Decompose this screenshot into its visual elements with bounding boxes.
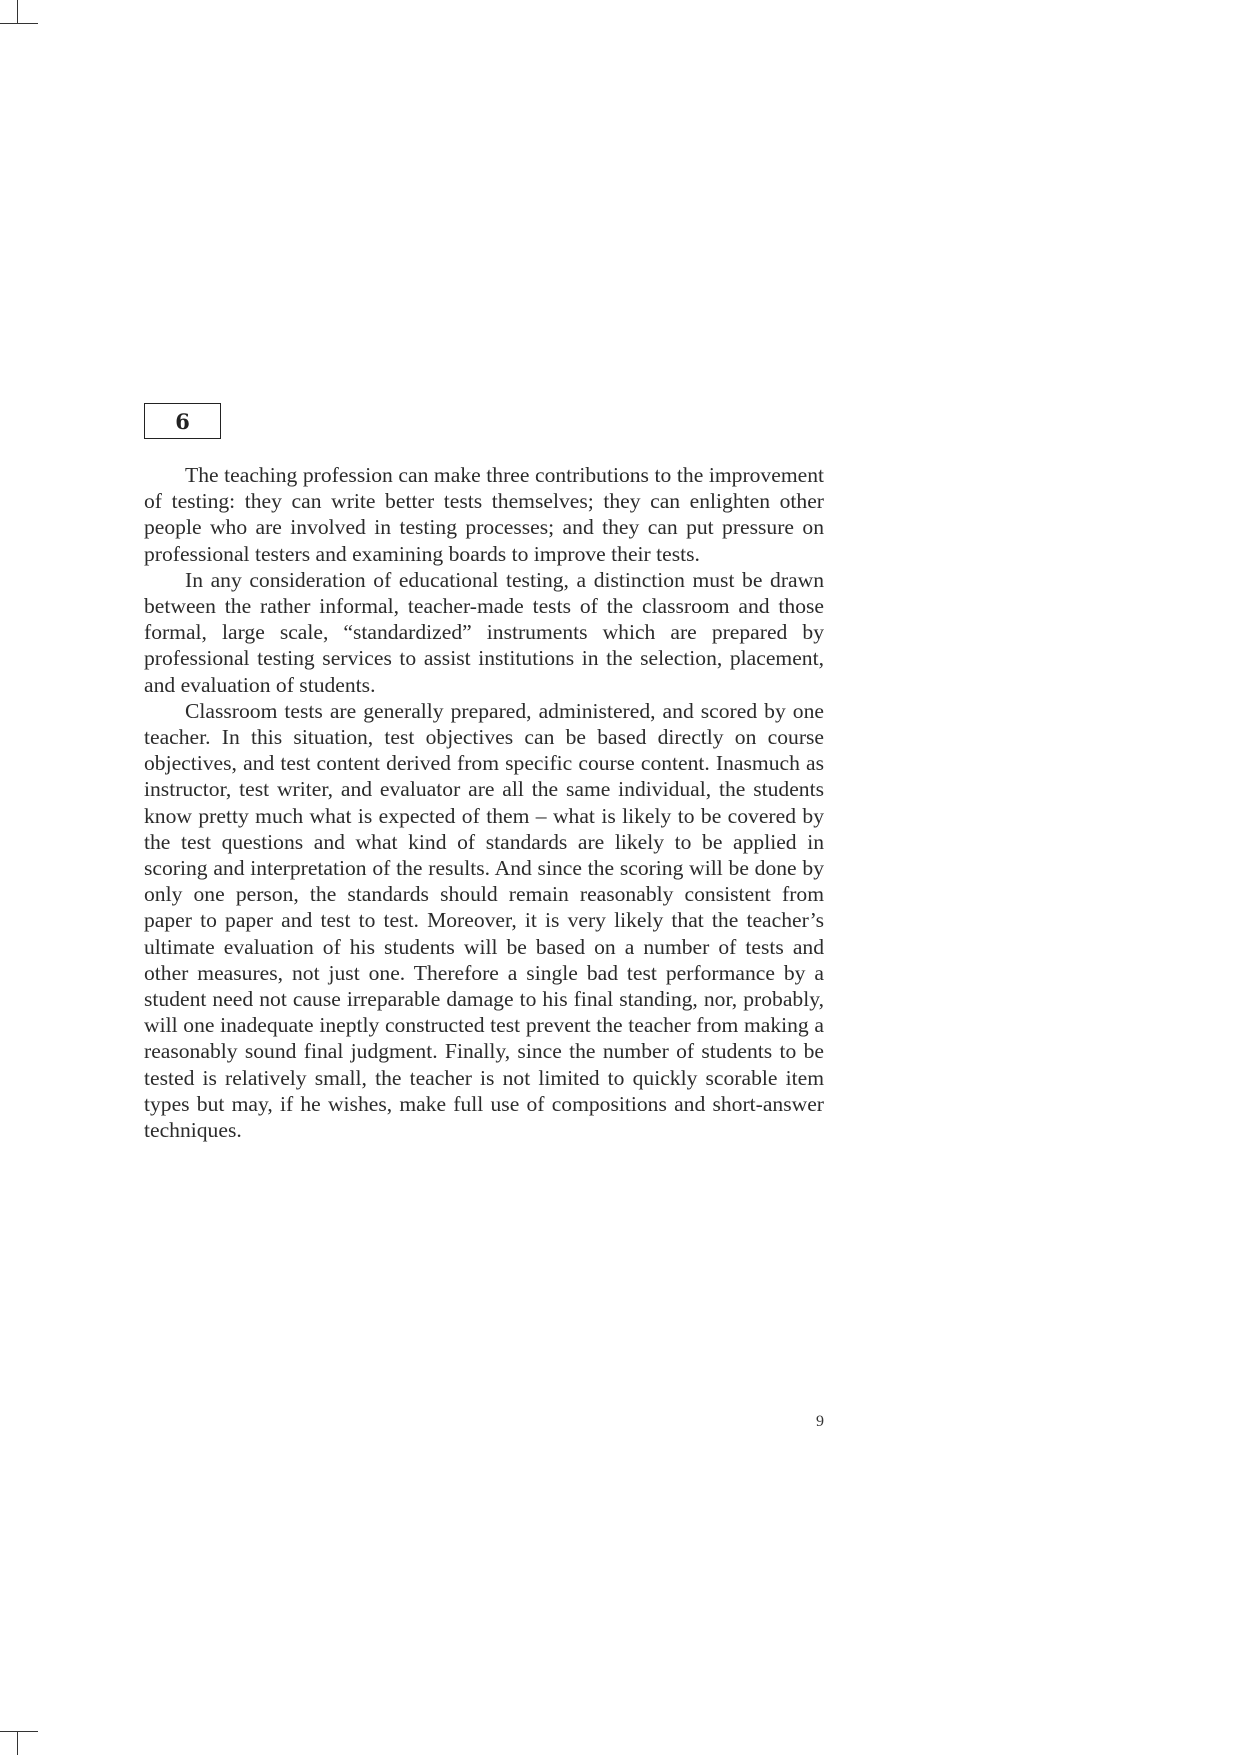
crop-mark-top-horizontal — [0, 23, 38, 24]
crop-mark-bottom-horizontal — [0, 1731, 38, 1732]
paragraph-3: Classroom tests are generally prepared, administered, and scored by one teacher. In this situation, test objectives can be based directly on course objectives, and test content derived from specific course content. Inasmuch as instructor, test writer, and evaluator are all the same individual, the students know pretty much what is expected of them – what is likely to be covered by the test questions and what kind of standards are likely to be applied in scoring and interpretation of the results. And since the scoring will be done by only one person, the standards should remain reasonably consistent from paper to paper and test to test. Moreover, it is very likely that the teacher’s ultimate evaluation of his students will be based on a number of tests and other measures, not just one. Therefore a single bad test performance by a student need not cause irreparable damage to his final standing, nor, probably, will one inadequate ineptly constructed test prevent the teacher from making a reasonably sound final judgment. Finally, since the number of students to be tested is relatively small, the teacher is not limited to quickly scorable item types but may, if he wishes, make full use of compositions and short-answer techniques. — [144, 698, 824, 1143]
crop-mark-top-vertical — [17, 0, 18, 24]
body-text — [144, 462, 824, 1143]
section-number-box — [144, 403, 221, 439]
section-number: 6 — [175, 408, 190, 434]
paragraph-1: The teaching profession can make three contributions to the improvement of testing: they can write better tests themselves; they can enlighten other people who are involved in testing processes; and they can put pressure on professional testers and examining boards to improve their tests. — [144, 463, 824, 566]
page-number: 9 — [816, 1413, 824, 1430]
crop-mark-bottom-vertical — [17, 1731, 18, 1755]
paragraph-2: In any consideration of educational testing, a distinction must be drawn between the rather informal, teacher-made tests of the classroom and those formal, large scale, “standardized” instruments which are prepared by professional testing services to assist institutions in the selection, placement, and evaluation of students. — [144, 567, 824, 697]
